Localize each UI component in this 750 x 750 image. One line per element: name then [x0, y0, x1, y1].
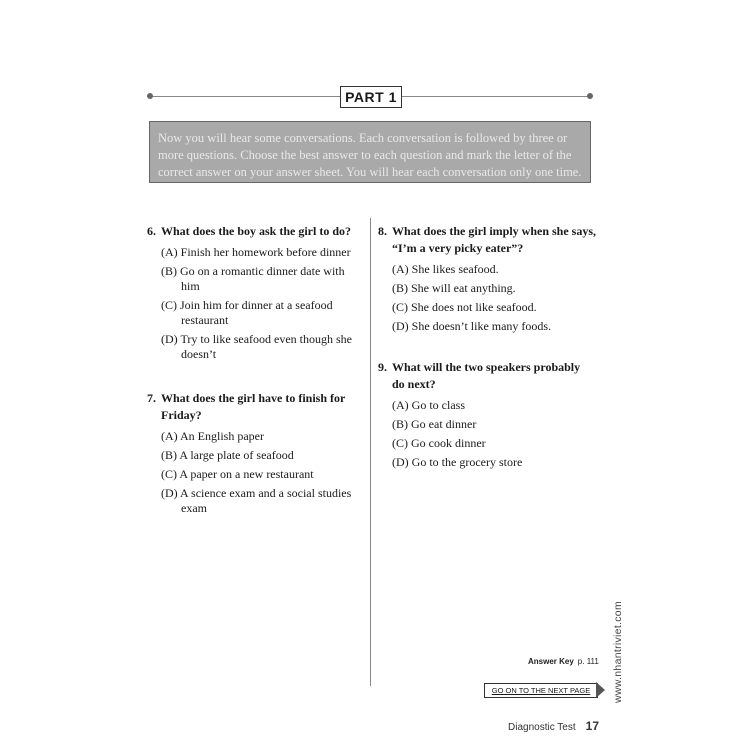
stem-line-cont: “I’m a very picky eater”? [392, 241, 524, 255]
question-number: 8. [378, 224, 387, 238]
rule-right-dot [587, 93, 593, 99]
question-6 [147, 223, 362, 366]
go-on-next-page: GO ON TO THE NEXT PAGE [484, 683, 598, 698]
option-letter: (A) [161, 429, 178, 443]
option-text: A large plate of seafood [179, 448, 294, 462]
option-letter: (D) [392, 455, 409, 469]
answer-key-ref [528, 657, 599, 666]
option-text: Go to class [411, 398, 465, 412]
option-text: An English paper [180, 429, 264, 443]
option-text: Go cook dinner [411, 436, 486, 450]
question-8 [378, 223, 600, 338]
option-text-cont: exam [181, 501, 207, 515]
option-text: She will eat anything. [411, 281, 516, 295]
option-text: She likes seafood. [411, 262, 499, 276]
question-7 [147, 390, 362, 520]
page-footer [508, 719, 599, 733]
publisher-watermark [608, 598, 628, 706]
watermark-text: www.nhantriviet.com [612, 601, 624, 703]
option-letter: (C) [392, 436, 408, 450]
option-text: She does not like seafood. [411, 300, 537, 314]
option-d[interactable] [147, 486, 362, 516]
question-number: 7. [147, 391, 156, 405]
options-list [378, 262, 600, 334]
option-letter: (C) [161, 298, 177, 312]
option-text: A science exam and a social studies [180, 486, 352, 500]
options-list [378, 398, 600, 470]
option-b[interactable] [378, 281, 600, 296]
option-b[interactable] [147, 264, 362, 294]
option-text: Try to like seafood even though she [180, 332, 353, 346]
option-letter: (A) [392, 398, 409, 412]
instructions-box: Now you will hear some conversations. Each conversation is followed by three or more questions. Choose the best answer to each question and mark the letter of the correct answer on your answer sheet. You will hear each conversation only one time. [149, 121, 591, 183]
rule-left-dot [147, 93, 153, 99]
question-stem [147, 223, 362, 240]
option-d[interactable] [378, 319, 600, 334]
option-text: Finish her homework before dinner [180, 245, 351, 259]
footer-section: Diagnostic Test [508, 722, 576, 733]
answer-key-label: Answer Key [528, 657, 574, 666]
option-letter: (C) [161, 467, 177, 481]
option-text-cont: restaurant [181, 313, 229, 327]
option-a[interactable] [147, 245, 362, 260]
option-text: Go to the grocery store [411, 455, 523, 469]
column-divider [370, 218, 371, 686]
stem-line-cont: Friday? [161, 408, 202, 422]
option-letter: (D) [161, 486, 178, 500]
stem-line-cont: do next? [392, 377, 436, 391]
stem-line: What will the two speakers probably [392, 360, 581, 374]
option-text: A paper on a new restaurant [179, 467, 314, 481]
option-c[interactable] [378, 436, 600, 451]
question-number: 6. [147, 224, 156, 238]
option-letter: (B) [392, 281, 408, 295]
option-text: Go eat dinner [411, 417, 477, 431]
option-letter: (A) [161, 245, 178, 259]
option-text-cont: him [181, 279, 200, 293]
option-b[interactable] [378, 417, 600, 432]
option-letter: (B) [161, 264, 177, 278]
option-letter: (D) [392, 319, 409, 333]
part-heading: PART 1 [340, 86, 402, 108]
option-b[interactable] [147, 448, 362, 463]
option-c[interactable] [147, 467, 362, 482]
option-text: Go on a romantic dinner date with [180, 264, 345, 278]
option-a[interactable] [378, 398, 600, 413]
option-letter: (A) [392, 262, 409, 276]
stem-line: What does the girl imply when she says, [392, 224, 597, 238]
option-c[interactable] [147, 298, 362, 328]
question-stem [147, 390, 362, 424]
option-d[interactable] [147, 332, 362, 362]
options-list [147, 429, 362, 516]
option-letter: (B) [392, 417, 408, 431]
option-a[interactable] [147, 429, 362, 444]
arrow-right-icon [596, 682, 605, 698]
option-letter: (C) [392, 300, 408, 314]
option-text: She doesn’t like many foods. [411, 319, 552, 333]
option-letter: (D) [161, 332, 178, 346]
option-text: Join him for dinner at a seafood [180, 298, 333, 312]
question-stem [378, 223, 600, 257]
stem-line: What does the boy ask the girl to do? [161, 224, 352, 238]
options-list [147, 245, 362, 362]
question-9 [378, 359, 600, 474]
option-c[interactable] [378, 300, 600, 315]
option-letter: (B) [161, 448, 177, 462]
option-a[interactable] [378, 262, 600, 277]
page-number: 17 [585, 719, 599, 733]
stem-line: What does the girl have to finish for [161, 391, 346, 405]
option-text-cont: doesn’t [181, 347, 217, 361]
option-d[interactable] [378, 455, 600, 470]
answer-key-page: p. 111 [577, 657, 599, 666]
question-number: 9. [378, 360, 387, 374]
question-stem [378, 359, 600, 393]
